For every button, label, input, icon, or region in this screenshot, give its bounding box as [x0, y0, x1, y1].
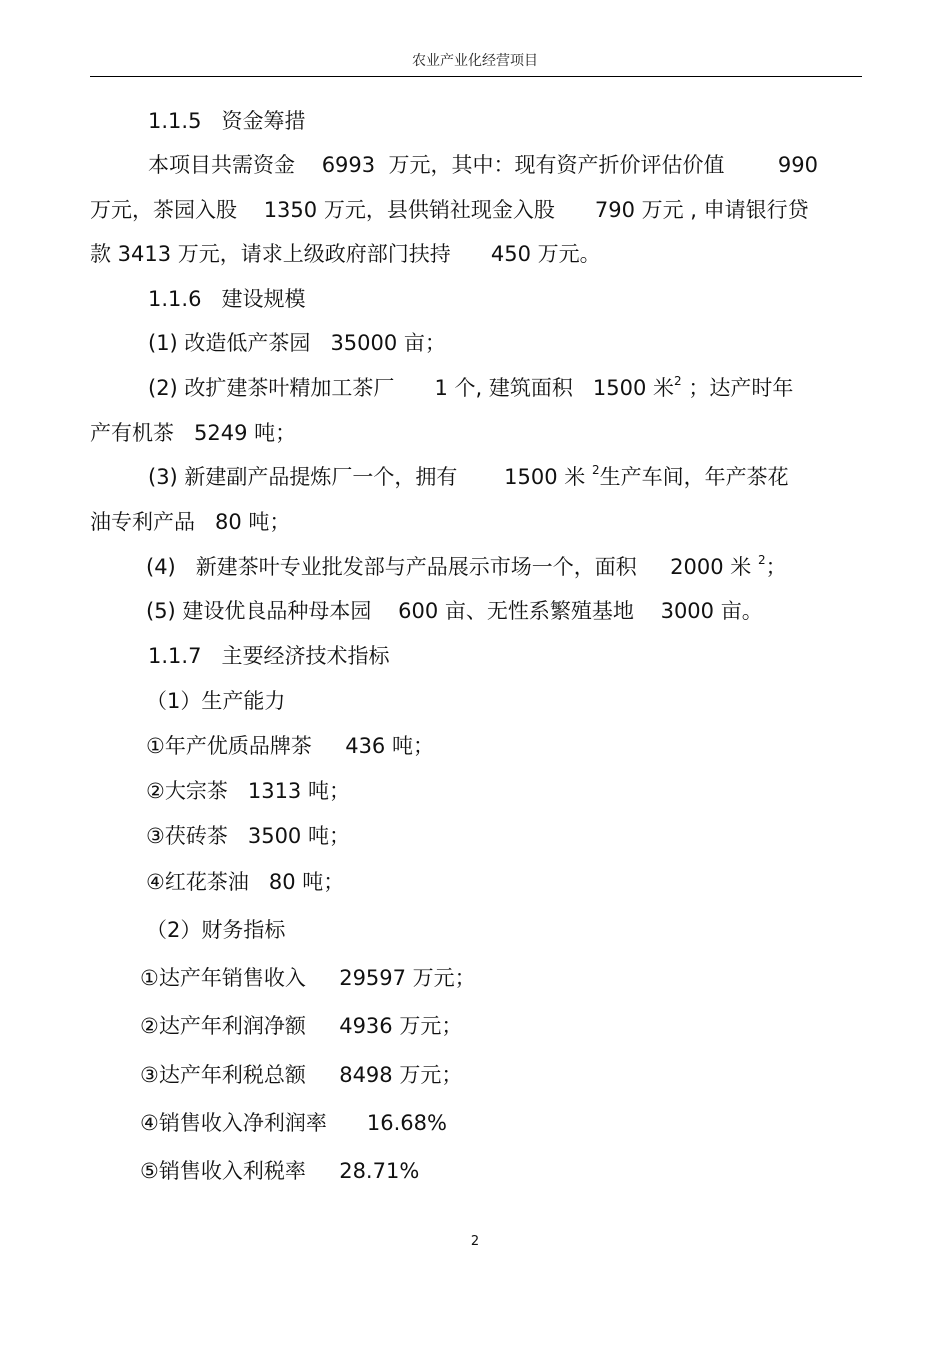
- list-item: ②大宗茶 1313 吨；: [146, 779, 350, 803]
- list-item: (4) 新建茶叶专业批发部与产品展示市场一个，面积 2000 米 $^2$；: [146, 553, 787, 579]
- list-item: (5) 建设优良品种母本园 600 亩、无性系繁殖基地 3000 亩。: [146, 599, 763, 623]
- section-heading-1-1-7: 1.1.7 主要经济技术指标: [148, 644, 390, 668]
- paragraph-line: 万元，茶园入股 1350 万元，县供销社现金入股 790 万元 , 申请银行贷: [90, 198, 809, 222]
- paragraph-line: 本项目共需资金 6993 万元，其中：现有资产折价评估价值 990: [148, 153, 818, 177]
- list-item: (2) 改扩建茶叶精加工茶厂 1 个, 建筑面积 1500 米$^2$ ；达产时年: [148, 374, 794, 400]
- list-item: (3) 新建副产品提炼厂一个，拥有 1500 米 $^2$生产车间，年产茶花: [148, 463, 789, 489]
- section-heading-1-1-6: 1.1.6 建设规模: [148, 287, 306, 311]
- list-item: ③达产年利税总额 8498 万元；: [140, 1063, 463, 1087]
- list-item: ④红花茶油 80 吨；: [146, 870, 345, 894]
- page-number: 2: [470, 1234, 480, 1249]
- list-item: ②达产年利润净额 4936 万元；: [140, 1014, 463, 1038]
- section-heading-1-1-5: 1.1.5 资金筹措: [148, 109, 306, 133]
- list-item: ④销售收入净利润率 16.68%: [140, 1111, 447, 1135]
- paragraph-line: 款 3413 万元，请求上级政府部门扶持 450 万元。: [90, 242, 601, 266]
- list-item-continuation: 油专利产品 80 吨；: [90, 510, 291, 534]
- list-item-continuation: 产有机茶 5249 吨；: [90, 421, 297, 445]
- subsection-heading: （1）生产能力: [146, 689, 286, 713]
- list-item: ⑤销售收入利税率 28.71%: [140, 1159, 420, 1183]
- header-divider: [90, 76, 862, 77]
- list-item: ①年产优质品牌茶 436 吨；: [146, 734, 434, 758]
- page-header-title: 农业产业化经营项目: [412, 53, 538, 69]
- list-item: (1) 改造低产茶园 35000 亩；: [148, 331, 446, 355]
- subsection-heading: （2）财务指标: [146, 918, 286, 942]
- list-item: ③茯砖茶 3500 吨；: [146, 824, 350, 848]
- list-item: ①达产年销售收入 29597 万元；: [140, 966, 476, 990]
